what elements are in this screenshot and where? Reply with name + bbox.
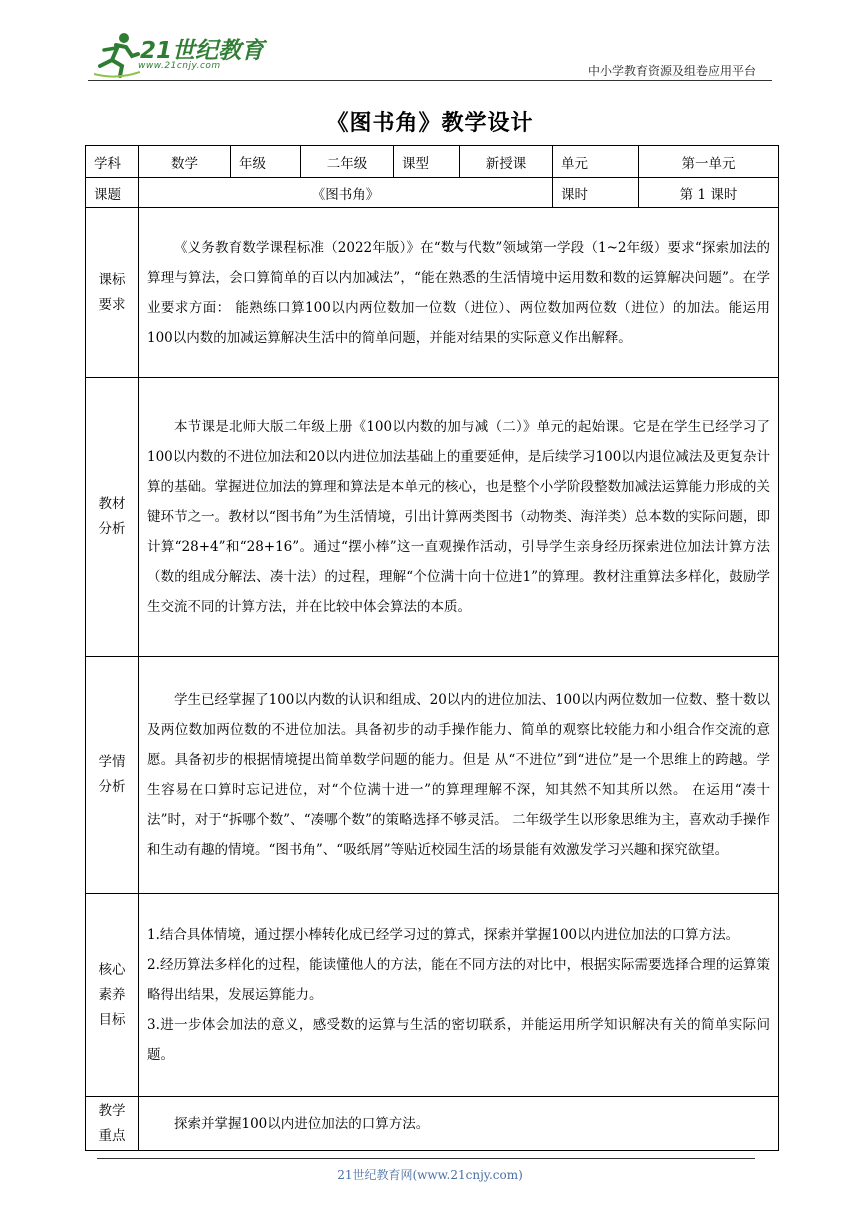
key-point-text: 探索并掌握100以内进位加法的口算方法。 [139, 1097, 779, 1151]
material-label [86, 378, 139, 657]
goals-label-line1: 核心 [98, 961, 126, 978]
lesson-plan-table [85, 145, 779, 1151]
grade-value: 二年级 [301, 146, 394, 178]
goal-item: 1.结合具体情境，通过摆小棒转化成已经学习过的算式，探索并掌握100以内进位加法的口算方法。 [147, 927, 740, 943]
topic-value: 《图书角》 [139, 178, 553, 208]
running-figure-icon [94, 30, 140, 80]
standard-label [86, 208, 139, 378]
key-point-label [86, 1097, 139, 1151]
footer-divider [97, 1158, 755, 1159]
type-label: 课型 [394, 146, 460, 178]
subject-label: 学科 [86, 146, 139, 178]
standard-label-line1: 课标 [98, 271, 126, 288]
goal-item: 2.经历算法多样化的过程，能读懂他人的方法，能在不同方法的对比中，根据实际需要选择合理的运算策略得出结果，发展运算能力。 [147, 957, 770, 1003]
students-label [86, 657, 139, 894]
material-row [86, 378, 779, 657]
material-label-line2: 分析 [98, 521, 126, 537]
grade-label: 年级 [231, 146, 301, 178]
goals-text [139, 894, 779, 1097]
goals-label-line3: 目标 [98, 1011, 126, 1028]
material-label-line1: 教材 [98, 496, 126, 512]
header-divider [88, 80, 772, 81]
platform-name: 中小学教育资源及组卷应用平台 [587, 64, 756, 78]
key-point-row [86, 1097, 779, 1151]
students-label-line1: 学情 [98, 754, 126, 770]
period-label: 课时 [553, 178, 639, 208]
goal-item: 3.进一步体会加法的意义，感受数的运算与生活的密切联系，并能运用所学知识解决有关的简单实际问题。 [147, 1017, 770, 1063]
goals-row [86, 894, 779, 1097]
standard-row [86, 208, 779, 378]
logo-subtext: www.21cnjy.com [138, 61, 221, 71]
standard-label-line2: 要求 [98, 296, 126, 313]
subject-value: 数学 [139, 146, 231, 178]
unit-label: 单元 [553, 146, 639, 178]
unit-value: 第一单元 [639, 146, 779, 178]
document-title: 《图书角》教学设计 [326, 111, 534, 136]
students-row [86, 657, 779, 894]
material-text: 本节课是北师大版二年级上册《100以内数的加与减（二）》单元的起始课。它是在学生已经学习了100以内数的不进位加法和20以内进位加法基础上的重要延伸，是后续学习100以内退位减法及更复杂计算的基础。掌握进位加法的算理和算法是本单元的核心，也是整个小学阶段整数加减法运算能力形成的关键环节之一。教材以“图书角”为生活情境，引出计算两类图书（动物类、海洋类）总本数的实际问题，即计算“28+4”和“28+16”。通过“摆小棒”这一直观操作活动，引导学生亲身经历探索进位加法计算方法（数的组成分解法、凑十法）的过程，理解“个位满十向十位进1”的算理。教材注重算法多样化，鼓励学生交流不同的计算方法，并在比较中体会算法的本质。 [139, 378, 779, 657]
type-value: 新授课 [460, 146, 553, 178]
period-value: 第 1 课时 [639, 178, 779, 208]
students-text: 学生已经掌握了100以内数的认识和组成、20以内的进位加法、100以内两位数加一位数、整十数以及两位数加两位数的不进位加法。具备初步的动手操作能力、简单的观察比较能力和小组合作交流的意愿。具备初步的根据情境提出简单数学问题的能力。但是 从“不进位”到“进位”是一个思维上的跨越。学生容易在口算时忘记进位，对“个位满十进一”的算理理解不深，知其然不知其所以然。 在运用“凑十法”时，对于“拆哪个数”、“凑哪个数”的策略选择不够灵活。 二年级学生以形象思维为主，喜欢动手操作和生动有趣的情境。“图书角”、“吸纸屑”等贴近校园生活的场景能有效激发学习兴趣和探究欲望。 [139, 657, 779, 894]
site-logo [94, 30, 264, 82]
key-point-label-line1: 教学 [98, 1102, 126, 1119]
info-row-1 [86, 146, 779, 178]
goals-label-line2: 素养 [98, 986, 126, 1003]
key-point-label-line2: 重点 [98, 1127, 126, 1144]
logo-text: 21世纪教育 [140, 38, 265, 64]
goals-label [86, 894, 139, 1097]
students-label-line2: 分析 [98, 779, 126, 795]
info-row-2 [86, 178, 779, 208]
topic-label: 课题 [86, 178, 139, 208]
footer-link[interactable]: 21世纪教育网(www.21cnjy.com) [337, 1168, 523, 1182]
standard-text: 《义务教育数学课程标准（2022年版）》在“数与代数”领域第一学段（1~2年级）要求“探索加法的算理与算法，会口算简单的百以内加减法”，“能在熟悉的生活情境中运用数和数的运算解决问题”。在学业要求方面： 能熟练口算100以内两位数加一位数（进位）、两位数加两位数（进位）的加法。能运用100以内数的加减运算解决生活中的简单问题，并能对结果的实际意义作出解释。 [139, 208, 779, 378]
